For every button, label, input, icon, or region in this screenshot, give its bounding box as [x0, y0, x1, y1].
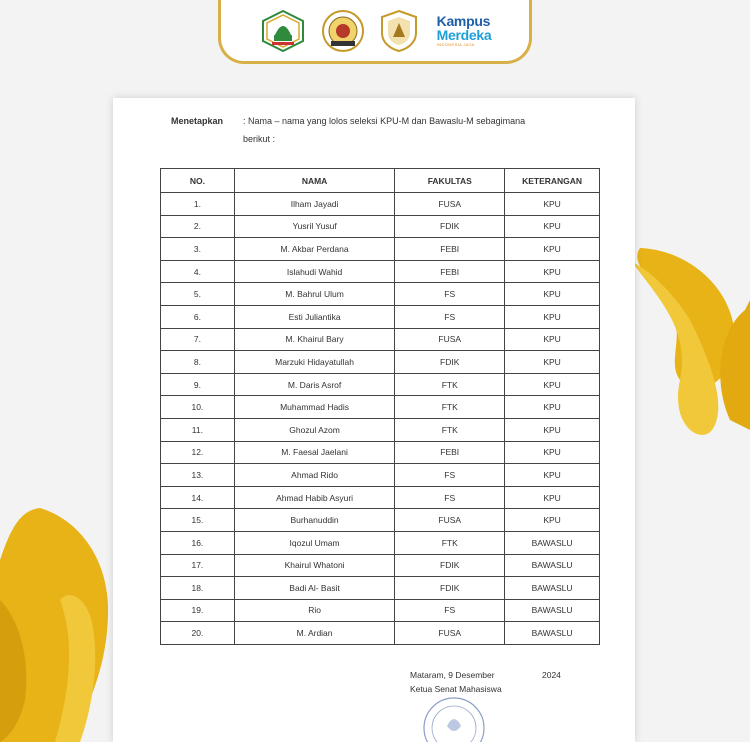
menetapkan-label: Menetapkan: [171, 116, 224, 126]
table-row: [161, 283, 600, 306]
cell-keterangan: KPU: [505, 260, 600, 283]
year: 2024: [542, 670, 561, 680]
cell-fakultas: FUSA: [395, 622, 505, 645]
cell-fakultas: FS: [395, 464, 505, 487]
cell-fakultas: FS: [395, 283, 505, 306]
cell-nama: Burhanuddin: [234, 509, 395, 532]
cell-keterangan: KPU: [505, 396, 600, 419]
table-row: [161, 418, 600, 441]
cell-no: 4.: [161, 260, 235, 283]
place-date: Mataram, 9 Desember: [410, 670, 495, 680]
cell-nama: Yusril Yusuf: [234, 215, 395, 238]
cell-fakultas: FEBI: [395, 260, 505, 283]
cell-keterangan: KPU: [505, 193, 600, 216]
cell-nama: M. Faesal Jaelani: [234, 441, 395, 464]
cell-fakultas: FEBI: [395, 441, 505, 464]
table-row: [161, 305, 600, 328]
cell-no: 12.: [161, 441, 235, 464]
cell-keterangan: KPU: [505, 373, 600, 396]
cell-nama: Ahmad Rido: [234, 464, 395, 487]
cell-nama: M. Akbar Perdana: [234, 238, 395, 261]
table-row: [161, 260, 600, 283]
cell-keterangan: KPU: [505, 418, 600, 441]
table-row: [161, 554, 600, 577]
menetapkan-line2: berikut :: [243, 134, 276, 144]
cell-fakultas: FUSA: [395, 328, 505, 351]
official-stamp-icon: [419, 692, 489, 742]
cell-nama: M. Bahrul Ulum: [234, 283, 395, 306]
cell-no: 3.: [161, 238, 235, 261]
cell-nama: Muhammad Hadis: [234, 396, 395, 419]
cell-no: 1.: [161, 193, 235, 216]
header-nama: NAMA: [234, 169, 395, 193]
cell-fakultas: FTK: [395, 373, 505, 396]
cell-keterangan: KPU: [505, 215, 600, 238]
cell-no: 19.: [161, 599, 235, 622]
cell-no: 7.: [161, 328, 235, 351]
cell-keterangan: KPU: [505, 441, 600, 464]
cell-nama: Iqozul Umam: [234, 531, 395, 554]
cell-nama: M. Daris Asrof: [234, 373, 395, 396]
cell-fakultas: FS: [395, 305, 505, 328]
cell-no: 11.: [161, 418, 235, 441]
cell-fakultas: FTK: [395, 531, 505, 554]
cell-fakultas: FDIK: [395, 554, 505, 577]
cell-keterangan: BAWASLU: [505, 554, 600, 577]
cell-nama: Esti Juliantika: [234, 305, 395, 328]
kampus-logo-line2: Merdeka: [436, 27, 492, 43]
cell-no: 20.: [161, 622, 235, 645]
cell-nama: Ilham Jayadi: [234, 193, 395, 216]
cell-fakultas: FDIK: [395, 215, 505, 238]
cell-no: 5.: [161, 283, 235, 306]
header-no: NO.: [161, 169, 235, 193]
cell-keterangan: KPU: [505, 283, 600, 306]
cell-nama: Rio: [234, 599, 395, 622]
cell-fakultas: FDIK: [395, 351, 505, 374]
kampus-logo-line1: Kampus: [436, 13, 491, 29]
header-keterangan: KETERANGAN: [505, 169, 600, 193]
table-header-row: [161, 169, 600, 193]
cell-no: 15.: [161, 509, 235, 532]
table-row: [161, 396, 600, 419]
cell-keterangan: BAWASLU: [505, 622, 600, 645]
cell-keterangan: BAWASLU: [505, 577, 600, 600]
cell-nama: Ghozul Azom: [234, 418, 395, 441]
cell-keterangan: KPU: [505, 328, 600, 351]
cell-nama: Badi Al- Basit: [234, 577, 395, 600]
cell-fakultas: FS: [395, 486, 505, 509]
table-row: [161, 373, 600, 396]
document-page: [113, 98, 635, 742]
table-row: [161, 509, 600, 532]
cell-keterangan: KPU: [505, 351, 600, 374]
cell-no: 16.: [161, 531, 235, 554]
cell-no: 17.: [161, 554, 235, 577]
cell-no: 14.: [161, 486, 235, 509]
cell-keterangan: BAWASLU: [505, 599, 600, 622]
cell-fakultas: FUSA: [395, 509, 505, 532]
table-row: [161, 328, 600, 351]
kampus-merdeka-logo: [437, 14, 492, 47]
cell-keterangan: KPU: [505, 509, 600, 532]
shield-emblem-icon: [379, 9, 419, 53]
table-row: [161, 464, 600, 487]
menetapkan-line1: : Nama – nama yang lolos seleksi KPU-M dan Bawaslu-M sebagimana: [243, 116, 526, 126]
cell-nama: M. Ardian: [234, 622, 395, 645]
cell-keterangan: KPU: [505, 464, 600, 487]
cell-fakultas: FTK: [395, 418, 505, 441]
table-row: [161, 215, 600, 238]
table-row: [161, 622, 600, 645]
cell-no: 18.: [161, 577, 235, 600]
cell-fakultas: FS: [395, 599, 505, 622]
cell-fakultas: FTK: [395, 396, 505, 419]
cell-no: 13.: [161, 464, 235, 487]
cell-nama: M. Khairul Bary: [234, 328, 395, 351]
table-row: [161, 486, 600, 509]
signatory-title: Ketua Senat Mahasiswa: [410, 684, 502, 694]
menetapkan-text: [243, 112, 603, 148]
cell-no: 8.: [161, 351, 235, 374]
table-row: [161, 577, 600, 600]
cell-no: 6.: [161, 305, 235, 328]
table-row: [161, 351, 600, 374]
cell-no: 2.: [161, 215, 235, 238]
cell-fakultas: FEBI: [395, 238, 505, 261]
table-row: [161, 238, 600, 261]
cell-no: 9.: [161, 373, 235, 396]
cell-keterangan: KPU: [505, 486, 600, 509]
kampus-logo-tagline: INDONESIA JAYA: [436, 42, 475, 47]
table-row: [161, 193, 600, 216]
table-row: [161, 531, 600, 554]
cell-nama: Islahudi Wahid: [234, 260, 395, 283]
header-fakultas: FAKULTAS: [395, 169, 505, 193]
selection-table: [160, 168, 600, 645]
cell-keterangan: KPU: [505, 238, 600, 261]
cell-nama: Khairul Whatoni: [234, 554, 395, 577]
university-emblem-icon: [259, 9, 307, 53]
cell-nama: Ahmad Habib Asyuri: [234, 486, 395, 509]
header-logo-bar: [218, 0, 532, 64]
cell-fakultas: FDIK: [395, 577, 505, 600]
table-row: [161, 599, 600, 622]
cell-fakultas: FUSA: [395, 193, 505, 216]
cell-no: 10.: [161, 396, 235, 419]
cell-keterangan: KPU: [505, 305, 600, 328]
table-row: [161, 441, 600, 464]
cell-keterangan: BAWASLU: [505, 531, 600, 554]
cell-nama: Marzuki Hidayatullah: [234, 351, 395, 374]
senate-seal-icon: [321, 9, 365, 53]
